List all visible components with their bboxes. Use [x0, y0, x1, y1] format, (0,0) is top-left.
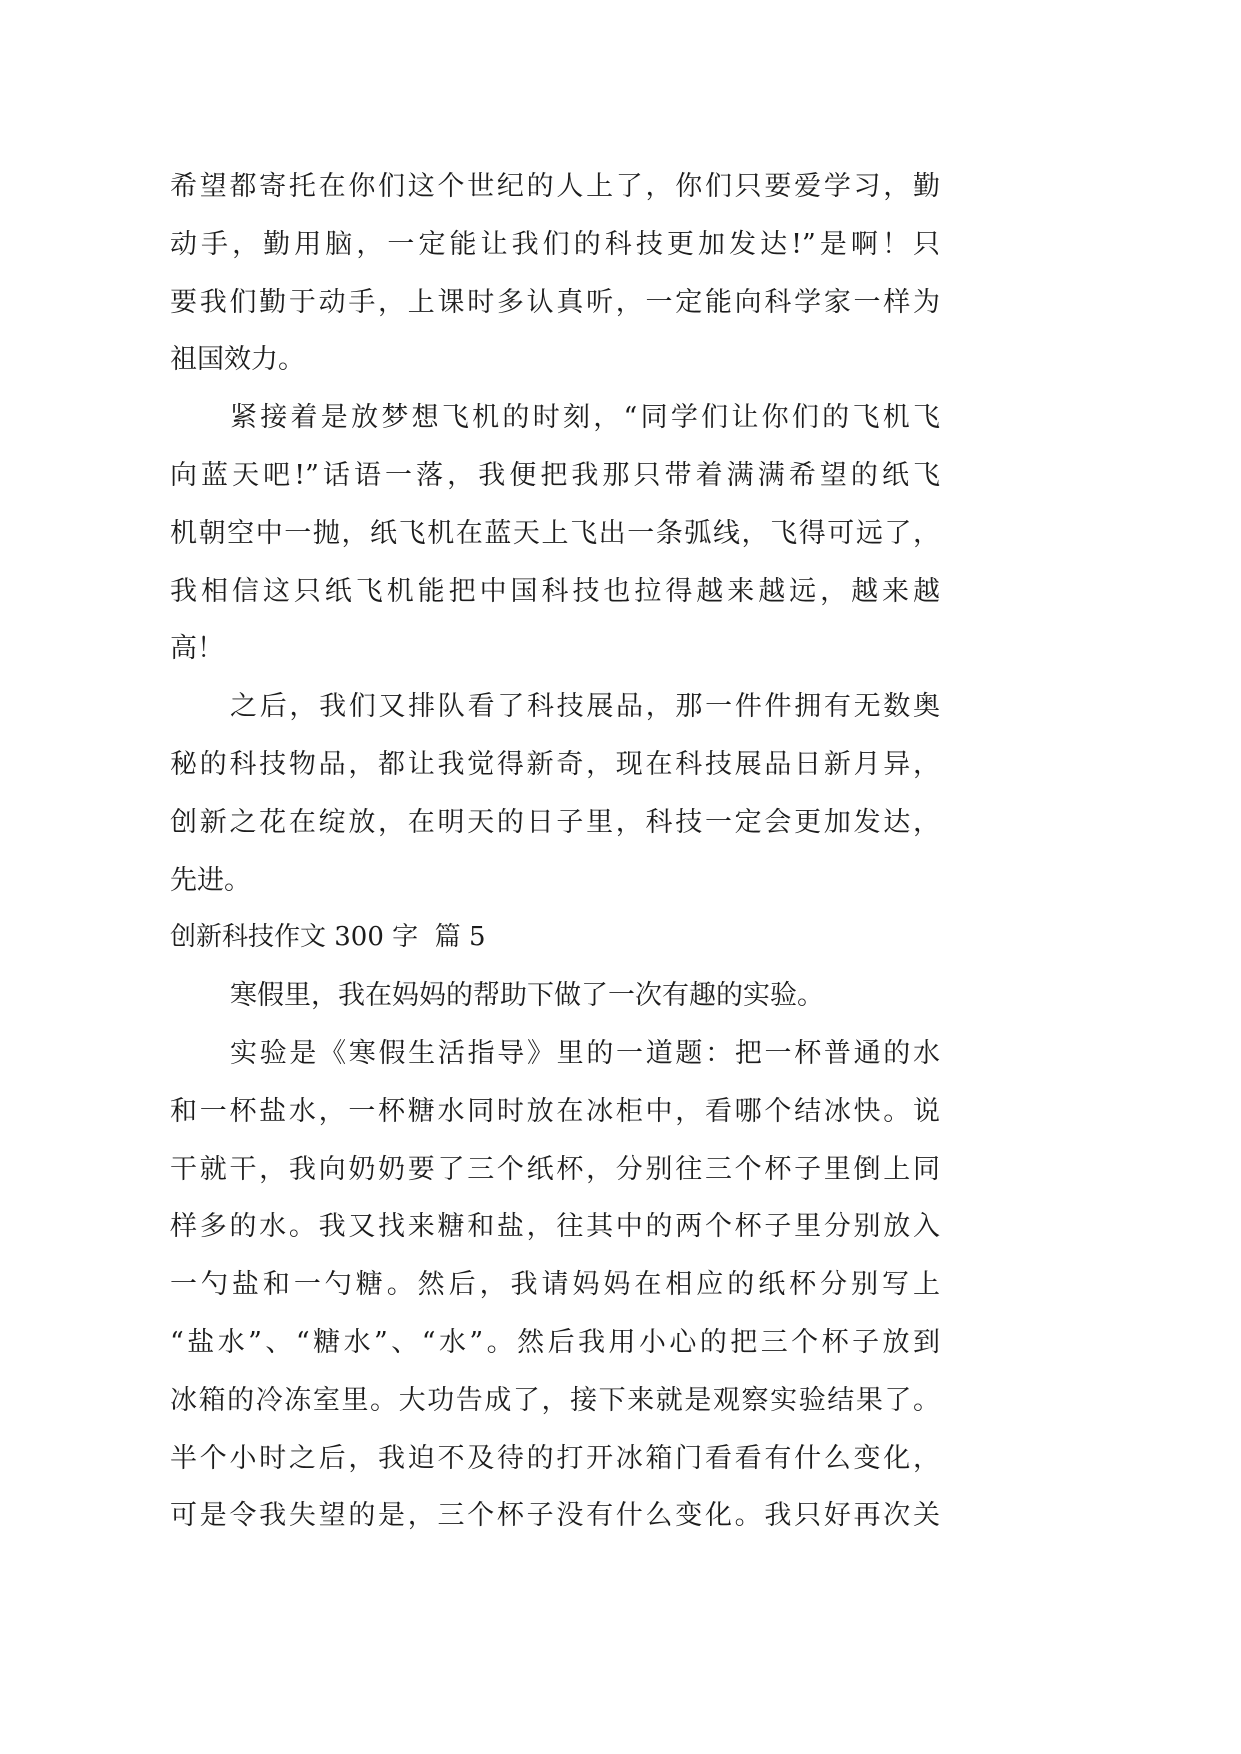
text-line: 实验是《寒假生活指导》里的一道题：把一杯普通的水 [230, 1037, 940, 1069]
text-line: 动手，勤用脑，一定能让我们的科技更加发达!”是啊！只 [170, 228, 940, 260]
text-line: “盐水”、“糖水”、“水”。然后我用小心的把三个杯子放到 [170, 1326, 940, 1358]
paragraph [170, 389, 940, 678]
text-line: 冰箱的冷冻室里。大功告成了，接下来就是观察实验结果了。 [170, 1384, 940, 1416]
paragraph [170, 1025, 940, 1545]
text-line: 向蓝天吧!”话语一落，我便把我那只带着满满希望的纸飞 [170, 459, 940, 491]
text-line: 之后，我们又排队看了科技展品，那一件件拥有无数奥 [230, 691, 940, 723]
text-line: 祖国效力。 [170, 344, 305, 376]
text-line: 寒假里，我在妈妈的帮助下做了一次有趣的实验。 [230, 980, 824, 1012]
paragraph [170, 158, 940, 389]
text-line: 样多的水。我又找来糖和盐，往其中的两个杯子里分别放入 [170, 1211, 940, 1243]
text-line: 我相信这只纸飞机能把中国科技也拉得越来越远，越来越 [170, 575, 940, 607]
section-heading: 创新科技作文 300 字 篇 5 [170, 922, 486, 953]
text-line: 和一杯盐水，一杯糖水同时放在冰柜中，看哪个结冰快。说 [170, 1095, 940, 1127]
document-body [170, 158, 940, 1545]
text-line: 希望都寄托在你们这个世纪的人上了，你们只要爱学习，勤 [170, 171, 940, 202]
text-line: 干就干，我向奶奶要了三个纸杯，分别往三个杯子里倒上同 [170, 1153, 940, 1185]
paragraph [170, 678, 940, 909]
text-line: 半个小时之后，我迫不及待的打开冰箱门看看有什么变化， [170, 1442, 940, 1474]
text-line: 要我们勤于动手，上课时多认真听，一定能向科学家一样为 [170, 286, 940, 318]
text-line: 机朝空中一抛，纸飞机在蓝天上飞出一条弧线，飞得可远了， [170, 517, 940, 549]
text-line: 秘的科技物品，都让我觉得新奇，现在科技展品日新月异， [170, 748, 940, 780]
text-line: 创新之花在绽放，在明天的日子里，科技一定会更加发达， [170, 806, 940, 838]
text-line: 紧接着是放梦想飞机的时刻，“同学们让你们的飞机飞 [230, 402, 940, 434]
text-line: 先进。 [170, 864, 251, 896]
paragraph [170, 967, 940, 1025]
text-line: 高！ [170, 633, 224, 665]
text-line: 可是令我失望的是，三个杯子没有什么变化。我只好再次关 [170, 1500, 940, 1532]
text-line: 一勺盐和一勺糖。然后，我请妈妈在相应的纸杯分别写上 [170, 1269, 940, 1301]
